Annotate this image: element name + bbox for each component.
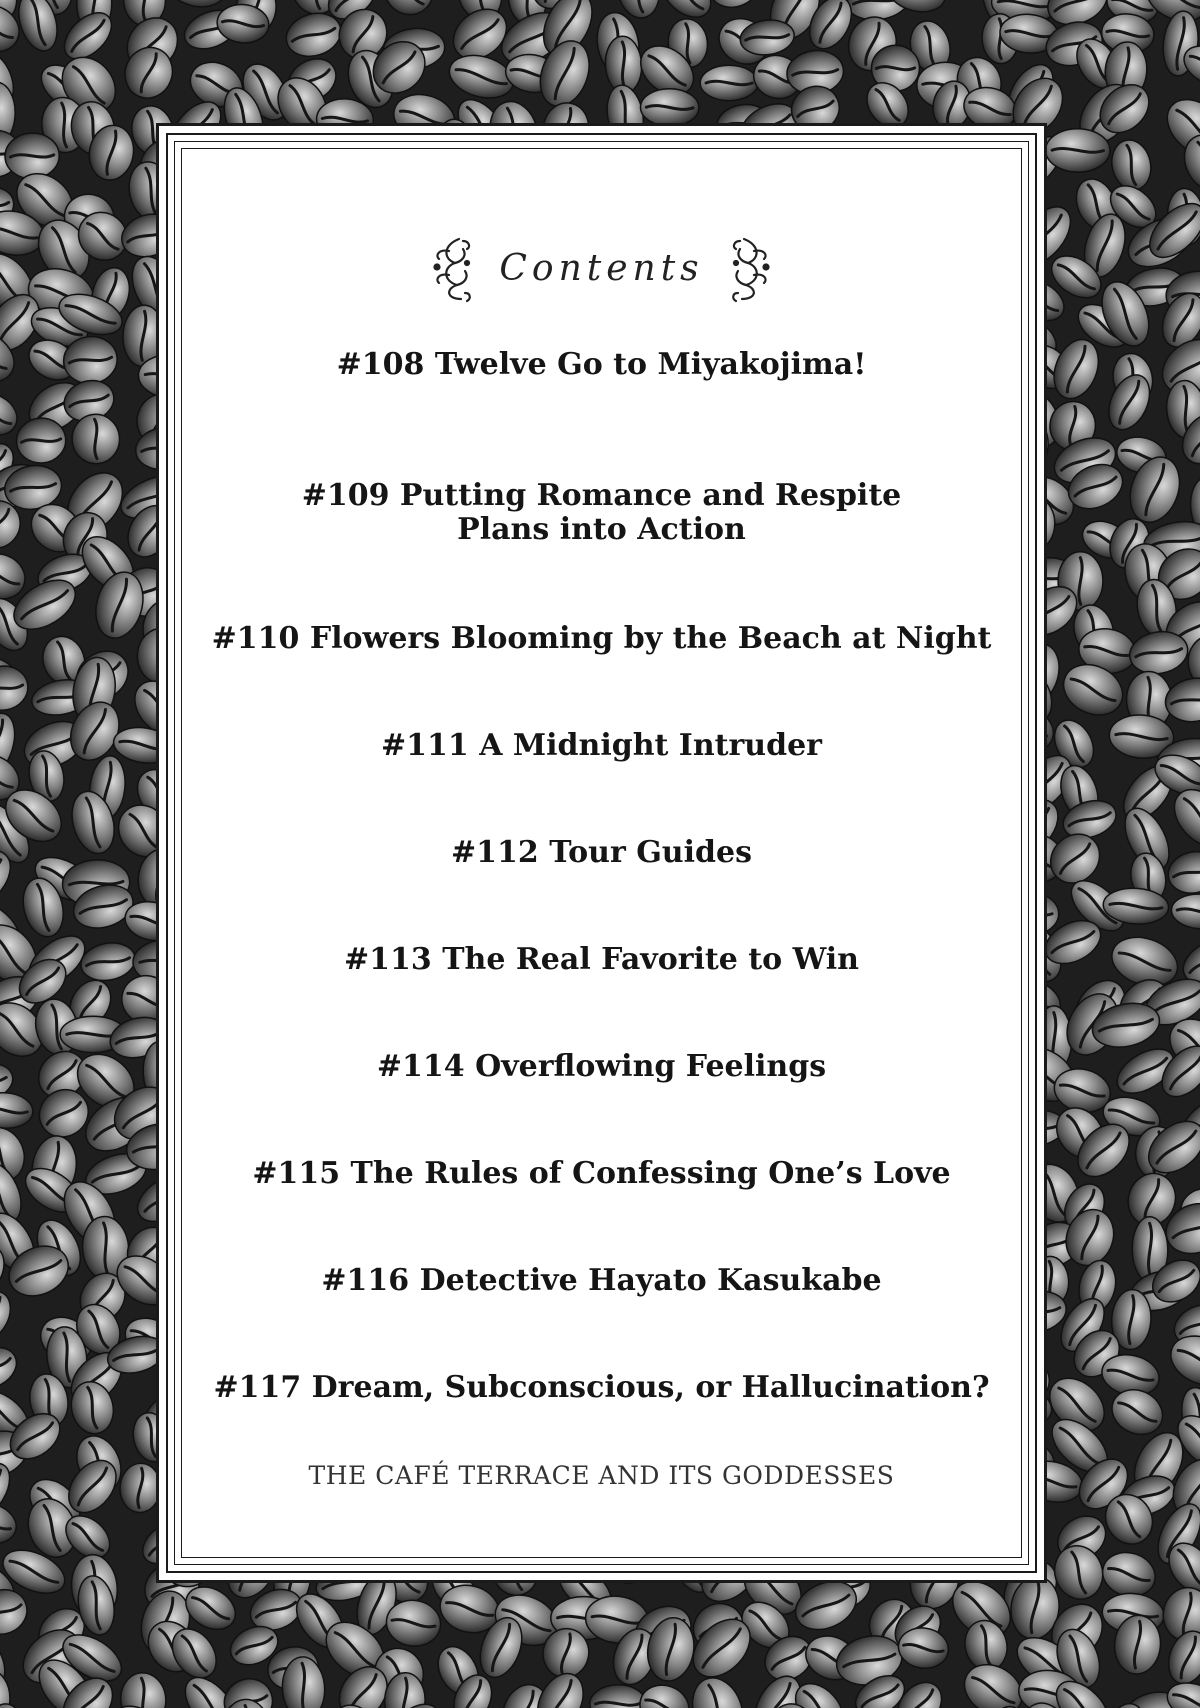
series-title: THE CAFÉ TERRACE AND ITS GODDESSES xyxy=(308,1461,895,1490)
chapter-108[interactable] xyxy=(189,348,1014,382)
chapter-label: #116 Detective Hayato Kasukabe xyxy=(321,1263,882,1298)
contents-panel xyxy=(156,123,1047,1583)
chapter-110[interactable] xyxy=(189,622,1014,656)
coffee-bean xyxy=(640,88,699,126)
chapter-label: #115 The Rules of Confessing One’s Love xyxy=(252,1156,951,1191)
contents-title: Contents xyxy=(499,247,704,289)
chapter-label: #108 Twelve Go to Miyakojima! xyxy=(336,347,867,382)
chapter-label: #114 Overflowing Feelings xyxy=(376,1049,827,1084)
chapter-label: #109 Putting Romance and Respite xyxy=(301,478,902,513)
chapter-label-continued: Plans into Action xyxy=(457,512,746,547)
chapter-label: #113 The Real Favorite to Win xyxy=(344,942,859,977)
chapter-114[interactable] xyxy=(189,1050,1014,1084)
chapter-115[interactable] xyxy=(189,1157,1014,1191)
chapter-111[interactable] xyxy=(189,729,1014,763)
coffee-bean xyxy=(700,65,758,100)
table-of-contents xyxy=(189,126,1014,1580)
chapter-label: #111 A Midnight Intruder xyxy=(381,728,822,763)
chapter-113[interactable] xyxy=(189,943,1014,977)
chapter-109[interactable] xyxy=(189,479,1014,547)
coffee-bean xyxy=(1045,128,1110,172)
chapter-label: #110 Flowers Blooming by the Beach at Night xyxy=(211,621,992,656)
chapter-label: #117 Dream, Subconscious, or Hallucination? xyxy=(213,1370,990,1405)
chapter-112[interactable] xyxy=(189,836,1014,870)
chapter-116[interactable] xyxy=(189,1264,1014,1298)
chapter-117[interactable] xyxy=(189,1371,1014,1405)
chapter-label: #112 Tour Guides xyxy=(451,835,752,870)
